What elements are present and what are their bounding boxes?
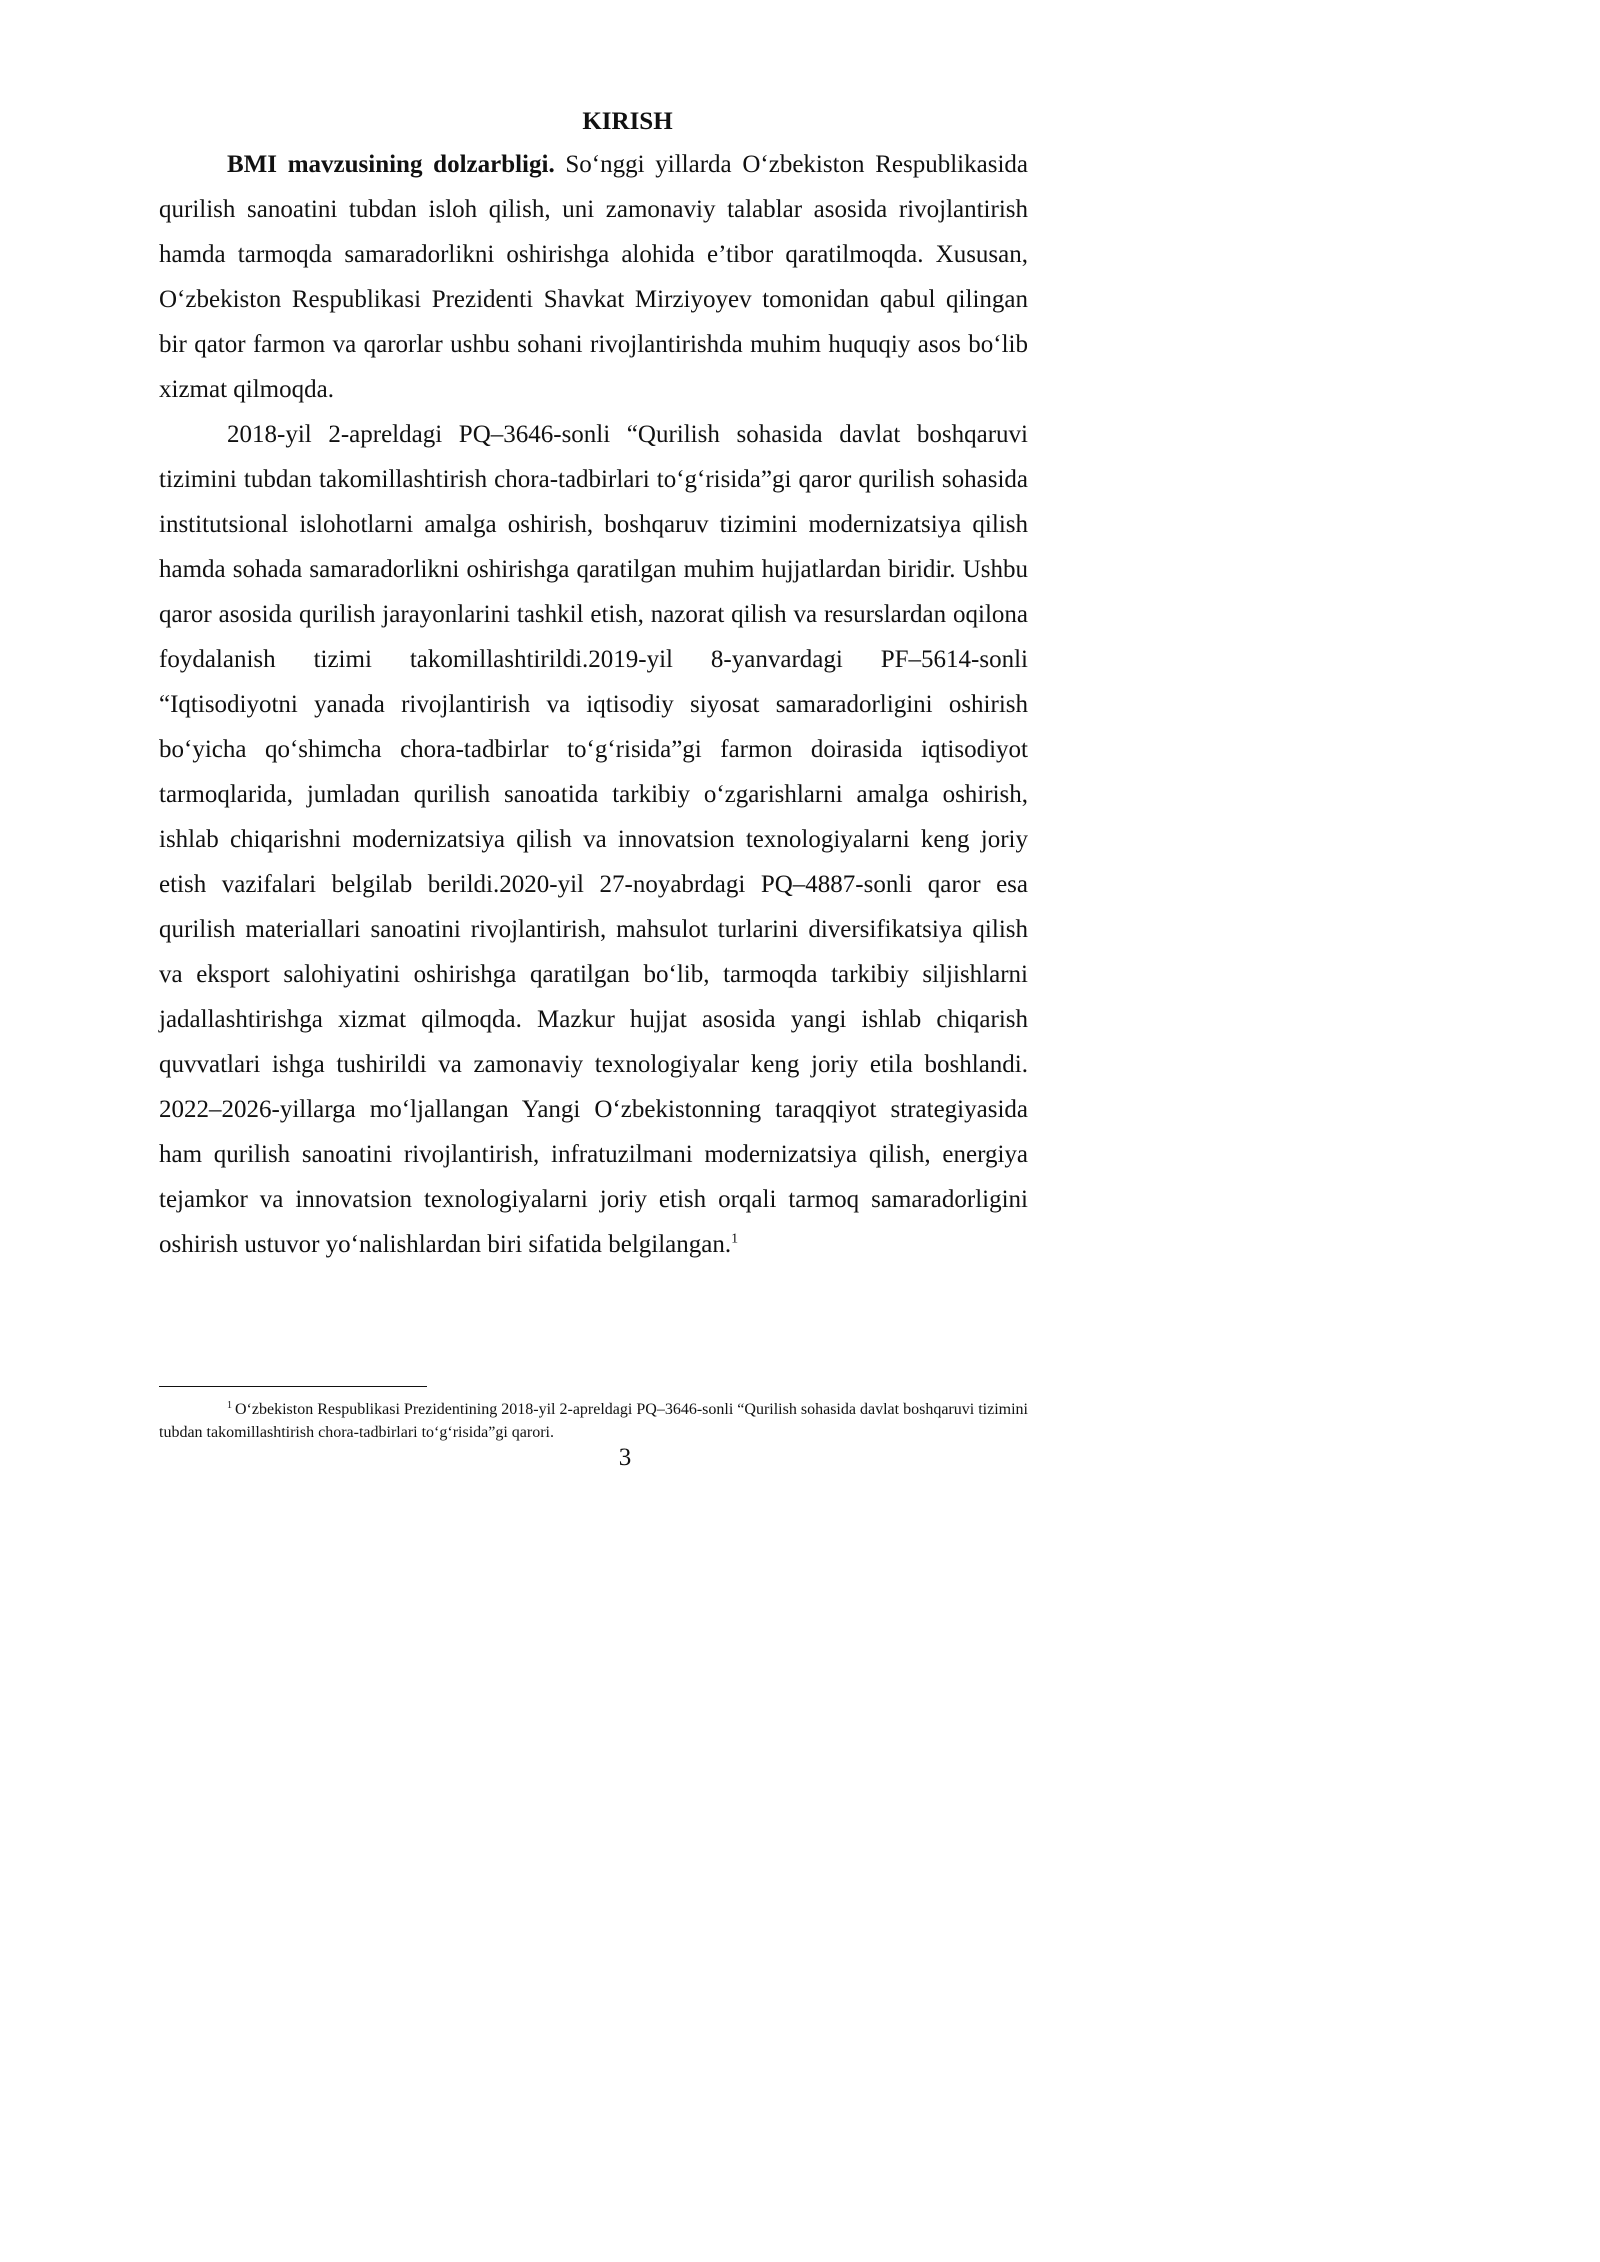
footnote-text: O‘zbekiston Respublikasi Prezidentining 2018-yil 2-apreldagi PQ–3646-sonli “Qurilish sohasida davlat boshqaruvi tizimini tubdan takomillashtirish chora-tadbirlari to‘g‘risida”gi qarori. xyxy=(159,1401,1028,1441)
footnote-separator xyxy=(159,1386,427,1387)
footnote-reference[interactable]: 1 xyxy=(731,1231,739,1247)
body-text: 2018-yil 2-apreldagi PQ–3646-sonli “Qurilish sohasida davlat boshqaruvi tizimini tubdan takomillashtirish chora-tadbirlari to‘g‘risida”gi qaror qurilish sohasida institutsional islohotlarni amalga oshirish, boshqaruv tizimini modernizatsiya qilish hamda sohada samaradorlikni oshirishga qaratilgan muhim hujjatlardan biridir. Ushbu qaror asosida qurilish jarayonlarini tashkil etish, nazorat qilish va resurslardan oqilona foydalanish tizimi takomillashtirildi.2019-yil 8-yanvardagi PF–5614-sonli “Iqtisodiyotni yanada rivojlantirish va iqtisodiy siyosat samaradorligini oshirish bo‘yicha qo‘shimcha chora-tadbirlar to‘g‘risida”gi farmon doirasida iqtisodiyot tarmoqlarida, jumladan qurilish sanoatida tarkibiy o‘zgarishlarni amalga oshirish, ishlab chiqarishni modernizatsiya qilish va innovatsion texnologiyalarni keng joriy etish vazifalari belgilab berildi.2020-yil 27-noyabrdagi PQ–4887-sonli qaror esa qurilish materiallari sanoatini rivojlantirish, mahsulot turlarini diversifikatsiya qilish va eksport salohiyatini oshirishga qaratilgan bo‘lib, tarmoqda tarkibiy siljishlarni jadallashtirishga xizmat qilmoqda. Mazkur hujjat asosida yangi ishlab chiqarish quvvatlari ishga tushirildi va zamonaviy texnologiyalar keng joriy etila boshlandi. 2022–2026-yillarga mo‘ljallangan Yangi O‘zbekistonning taraqqiyot strategiyasida ham qurilish sanoatini rivojlantirish, infratuzilmani modernizatsiya qilish, energiya tejamkor va innovatsion texnologiyalarni joriy etish orqali tarmoq samaradorligini oshirish ustuvor yo‘nalishlardan biri sifatida belgilangan. xyxy=(159,421,1028,1258)
footnote xyxy=(159,1398,1028,1444)
intro-paragraph xyxy=(159,142,1028,412)
page-content xyxy=(159,102,1028,1267)
page-number: 3 xyxy=(618,1444,632,1471)
footnote-marker: 1 xyxy=(227,1399,232,1411)
body-paragraph xyxy=(159,412,1028,1267)
section-heading: KIRISH xyxy=(582,108,673,135)
intro-lead: BMI mavzusining dolzarbligi. xyxy=(227,151,555,178)
intro-text: So‘nggi yillarda O‘zbekiston Respublikasida qurilish sanoatini tubdan isloh qilish, uni zamonaviy talablar asosida rivojlantirish hamda tarmoqda samaradorlikni oshirishga alohida e’tibor qaratilmoqda. Xususan, O‘zbekiston Respublikasi Prezidenti Shavkat Mirziyoyev tomonidan qabul qilingan bir qator farmon va qarorlar ushbu sohani rivojlantirishda muhim huquqiy asos bo‘lib xizmat qilmoqda. xyxy=(159,151,1028,403)
document-page xyxy=(0,0,1100,1555)
